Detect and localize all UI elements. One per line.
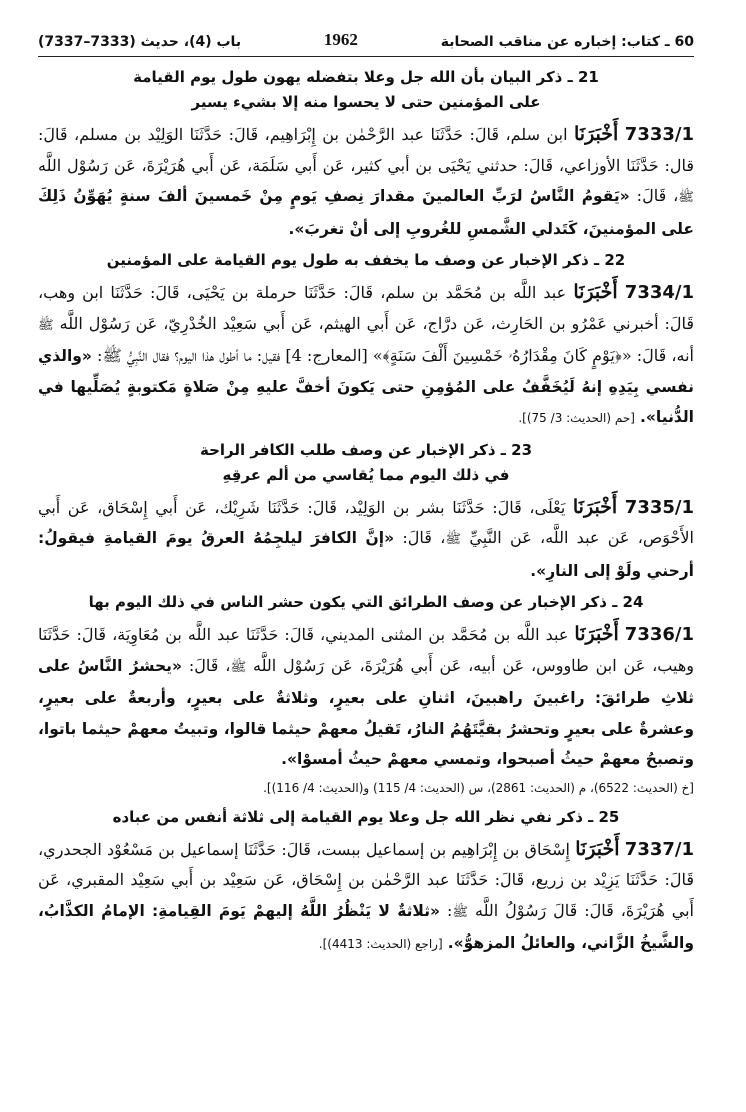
salutation: ﷺ — [230, 659, 247, 675]
prophetic-text: «ثلاثةٌ لا يَنْظُرُ اللَّهُ إليهمْ يَومَ القِيامةِ: الإمامُ الكذَّابُ، والشَّيخُ الزَّاني، والعائلُ المزهوُّ». — [38, 901, 694, 952]
hadith-number: 7337/1 — [624, 838, 694, 860]
hadith-number: 7333/1 — [624, 124, 694, 145]
akhbarana-word: أَخْبَرَنَا — [574, 123, 619, 145]
hadith-text: 7335/1 أَخْبَرَنَا يَعْلَى، قَالَ: حَدَّثَنَا بشر بن الوَلِيْد، قَالَ: حَدَّثَنَا شَرِيْك، عَن أَبي إِسْحَاق، عَن أَبي الأَحْوَص، عَن عبد اللَّه، عَن النَّبِيِّ ﷺ، قَالَ: «إنَّ الكافرَ ليلجِمُهُ العرقُ يومَ القيامةِ فيقولُ: أرحني ولَوْ إلى النارِ». — [38, 495, 695, 580]
page-header — [38, 0, 694, 57]
section-title: على المؤمنين حتى لا يحسوا منه إلا بشيء يسير — [191, 93, 541, 111]
section-title: 21 ـ ذكر البيان بأن الله جل وعلا بتفضله يهون طول يوم القيامة — [133, 68, 599, 86]
hadith-number: 7336/1 — [624, 624, 694, 645]
prophetic-text: «يَقومُ النَّاسُ لرَبِّ العالمينَ مقدارَ نِصفِ يَومٍ مِنْ خَمسينَ ألفَ سنةٍ يُهَوِّنُ ذَلِكَ على المؤمنينَ، كَتَدلي الشَّمسِ للغُروبِ إلى أنْ تغربَ». — [38, 187, 694, 238]
qala: قَالَ: — [636, 186, 667, 205]
salutation: ﷺ — [38, 317, 54, 333]
prophetic-text: «يحشرُ النَّاسُ على ثلاثِ طرائقَ: راغبينَ راهبينَ، اثنانِ على بعيرٍ، وثلاثةٌ على بعيرٍ، وأربعةٌ على بعيرٍ، وعشرةٌ على بعيرٍ وتحشرُ بقيَّتَهُمُ النارُ، تَقيلُ معهمْ حيثما قالوا، وتبيتُ معهمْ حيثما باتوا، وتصبحُ معهمْ حيثُ أصبحوا، وتمسي معهمْ حيثُ أمسوْا». — [38, 656, 694, 768]
section-title: 22 ـ ذكر الإخبار عن وصف ما يخفف به طول يوم القيامة على المؤمنين — [106, 251, 626, 269]
akhbarana-word: أَخْبَرَنَا — [575, 837, 620, 860]
section-title: في ذلك اليوم مما يُقاسي من ألم عرقِهِ — [222, 465, 510, 484]
qala: قَالَ: — [402, 528, 432, 547]
qala: قَالَ: — [188, 655, 219, 675]
salutation: ﷺ — [452, 904, 469, 920]
salutation: ﷺ — [678, 190, 694, 205]
isnad: عبد اللَّه بن مُحَمَّد بن المثنى المديني، قَالَ: حَدَّثَنَا عبد اللَّه بن مُعَاوِيَة، قَالَ: حَدَّثَنَا وهيب، عَن ابن طاووس، عَن أبيه، عَن أَبي هُرَيْرَةَ، عَن رَسُوْل اللَّه — [38, 625, 694, 675]
hadith-body: أنه، قَالَ: «﴿يَوْمٍ كَانَ مِقْدَارُهُۥ خَمْسِينَ أَلْفَ سَنَةٍ﴾» [المعارج: 4] فقيل: ما أطول هذا اليوم؟ فقال النَّبِيُّ ﷺ: — [97, 346, 694, 365]
hadith-reference: [خ (الحديث: 6522)، م (الحديث: 2861)، س (الحديث: 4/ 115) و(الحديث: 4/ 116)]. — [263, 780, 694, 795]
isnad: ابن سلم، قَالَ: حَدَّثَنَا عبد الرَّحْمٰن بن إِبْرَاهِيم، قَالَ: حَدَّثَنَا الوَلِيْد بن مسلم، قَالَ: قال: حَدَّثَنَا الأوزاعي، قَالَ: حدثني يَحْيَى بن أبي كثير، عَن أَبي سَلَمَة، عَن أَبي هُرَيْرَةَ، عَن رَسُوْل اللَّه — [38, 125, 694, 175]
akhbarana-word: أَخْبَرَنَا — [572, 495, 618, 518]
hadith-text — [38, 277, 694, 434]
hadith-reference: [حم (الحديث: 3/ 75)]. — [518, 411, 635, 425]
prophetic-text: «إنَّ الكافرَ ليلجِمُهُ العرقُ يومَ القيامةِ فيقولُ: أرحني ولَوْ إلى النارِ». — [38, 529, 694, 580]
section-title: 23 ـ ذكر الإخبار عن وصف طلب الكافر الراحة — [199, 440, 533, 459]
hadith-number: 7334/1 — [624, 282, 694, 303]
hadith-text: 7333/1 أَخْبَرَنَا ابن سلم، قَالَ: حَدَّثَنَا عبد الرَّحْمٰن بن إِبْرَاهِيم، قَالَ: حَدَّثَنَا الوَلِيْد بن مسلم، قَالَ: قال: حَدَّثَنَا الأوزاعي، قَالَ: حدثني يَحْيَى بن أبي كثير، عَن أَبي سَلَمَة، عَن أَبي هُرَيْرَةَ، عَن رَسُوْل اللَّه ﷺ، قَالَ: «يَقومُ النَّاسُ لرَبِّ العالمينَ مقدارَ نِصفِ يَومٍ مِنْ خَمسينَ ألفَ سنةٍ يُهَوِّنُ ذَلِكَ على المؤمنينَ، كَتَدلي الشَّمسِ للغُروبِ إلى أنْ تغربَ». — [38, 123, 694, 238]
hadith-number: 7335/1 — [624, 496, 694, 518]
akhbarana-word: أَخْبَرَنَا — [574, 623, 619, 645]
header-book-title: 60 ـ كتاب: إخباره عن مناقب الصحابة — [440, 34, 694, 50]
hadith-reference: [راجع (الحديث: 4413)]. — [318, 937, 443, 951]
akhbarana-word: أَخْبَرَنَا — [573, 281, 618, 303]
section-title: 24 ـ ذكر الإخبار عن وصف الطرائق التي يكون حشر الناس في ذلك اليوم بها — [88, 593, 644, 611]
prophetic-text: «والذي نفسي بِيَدِهِ إنهُ لَيُخَفَّفُ على المُؤمِنِ حتى يَكونَ أخفَّ عليهِ مِنْ صَلاةٍ مَكتوبةٍ يُصَلِّيها في الدُّنيا». — [38, 347, 694, 426]
header-hadith-range: باب (4)، حديث (7333–7337) — [38, 34, 242, 50]
isnad: يَعْلَى، قَالَ: حَدَّثَنَا بشر بن الوَلِيْد، قَالَ: حَدَّثَنَا شَرِيْك، عَن أَبي إِسْحَاق، عَن أَبي الأَحْوَص، عَن عبد اللَّه، عَن النَّبِيِّ — [38, 497, 695, 547]
salutation: ﷺ — [445, 532, 462, 547]
hadith-text: 7337/1 أَخْبَرَنَا إِسْحَاق بن إِبْرَاهِيم بن إسماعيل ببست، قَالَ: حَدَّثَنَا إسماعيل بن مَسْعُوْد الجحدري، قَالَ: حَدَّثَنَا يَزِيْد بن زريع، قَالَ: حَدَّثَنَا عبد الرَّحْمٰن بن إِسْحَاق، عَن سَعِيْد بن أَبي سَعِيْد المقبري، عَن أَبي هُرَيْرَةَ، قَالَ: قَالَ رَسُوْلُ اللَّه ﷺ: «ثلاثةٌ لا يَنْظُرُ اللَّهُ إليهمْ يَومَ القِيامةِ: الإمامُ الكذَّابُ، والشَّيخُ الزَّاني، والعائلُ المزهوُّ». [راجع (الحديث: 4413)]. — [38, 837, 694, 952]
section-title: 25 ـ ذكر نفي نظر الله جل وعلا يوم القيامة إلى ثلاثة أنفس من عباده — [112, 807, 620, 826]
isnad: عبد اللَّه بن مُحَمَّد بن سلم، قَالَ: حَدَّثَنَا حرملة بن يَحْيَى، قَالَ: حَدَّثَنَا ابن وهب، قَالَ: أخبرني عَمْرُو بن الحَارِث، عَن درَّاج، عَن أَبي الهيثم، عَن أَبي سَعِيْد الخُدْرِيّ، عَن رَسُوْل اللَّه — [38, 283, 694, 333]
hadith-text: 7336/1 أَخْبَرَنَا عبد اللَّه بن مُحَمَّد بن المثنى المديني، قَالَ: حَدَّثَنَا عبد اللَّه بن مُعَاوِيَة، قَالَ: حَدَّثَنَا وهيب، عَن ابن طاووس، عَن أبيه، عَن أَبي هُرَيْرَةَ، عَن رَسُوْل اللَّه ﷺ، قَالَ: «يحشرُ النَّاسُ على ثلاثِ طرائقَ: راغبينَ راهبينَ، اثنانِ على بعيرٍ، وثلاثةٌ على بعيرٍ، وأربعةٌ على بعيرٍ، وعشرةٌ على بعيرٍ وتحشرُ بقيَّتَهُمُ النارُ، تَقيلُ معهمْ حيثما قالوا، وتبيتُ معهمْ حيثما باتوا، وتصبحُ معهمْ حيثُ أصبحوا، وتمسي معهمْ حيثُ أمسوْا». — [38, 623, 694, 768]
page-number: 1962 — [323, 30, 358, 49]
isnad: إِسْحَاق بن إِبْرَاهِيم بن إسماعيل ببست، قَالَ: حَدَّثَنَا إسماعيل بن مَسْعُوْد الجحدري، قَالَ: حَدَّثَنَا يَزِيْد بن زريع، قَالَ: حَدَّثَنَا عبد الرَّحْمٰن بن إِسْحَاق، عَن سَعِيْد بن أَبي سَعِيْد المقبري، عَن أَبي هُرَيْرَةَ، قَالَ: قَالَ رَسُوْلُ اللَّه — [38, 839, 694, 920]
